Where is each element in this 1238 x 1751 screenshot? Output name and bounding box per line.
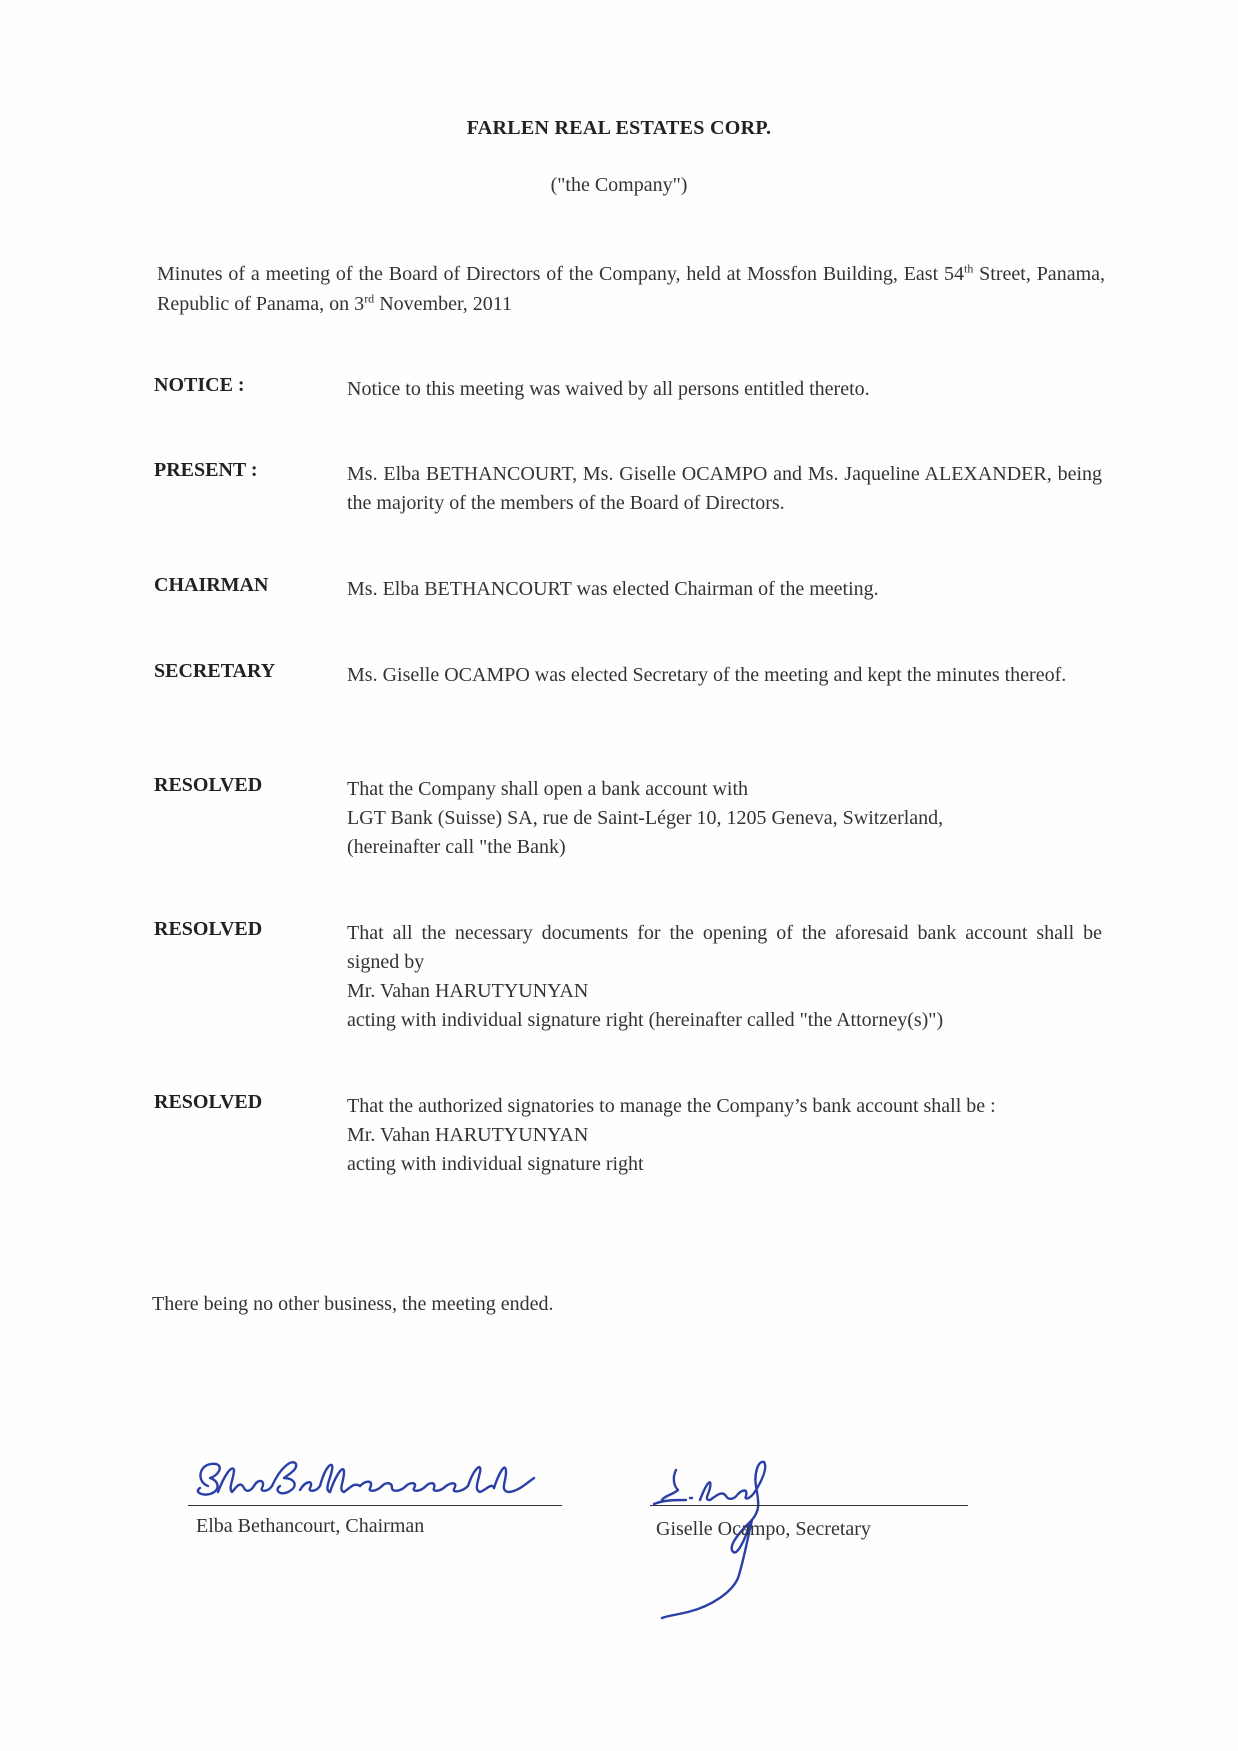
section-line: Mr. Vahan HARUTYUNYAN [347,1124,589,1146]
section-content [347,775,1102,862]
chairman-signature-icon [188,1452,568,1512]
section-line: Mr. Vahan HARUTYUNYAN [347,980,589,1002]
chairman-signature-line [188,1505,562,1506]
company-subtitle: ("the Company") [550,174,688,196]
section-label: NOTICE : [154,374,245,396]
section-line: (hereinafter call "the Bank) [347,836,566,858]
section-line: That all the necessary documents for the opening of the aforesaid bank account shall be signed by [347,922,1102,973]
section-line: acting with individual signature right (hereinafter called "the Attorney(s)") [347,1009,944,1031]
section-content [347,575,1102,604]
section-text: Ms. Elba BETHANCOURT was elected Chairman of the meeting. [347,578,879,600]
section-line: That the authorized signatories to manage the Company’s bank account shall be : [347,1095,996,1117]
section-label: SECRETARY [154,660,276,682]
section-line: That the Company shall open a bank account with [347,778,749,800]
intro-sup-1: th [963,261,974,276]
section-text: Ms. Elba BETHANCOURT, Ms. Giselle OCAMPO and Ms. Jaqueline ALEXANDER, being the majority of the members of the Board of Directors. [347,463,1102,514]
section-text: Notice to this meeting was waived by all persons entitled thereto. [347,378,870,400]
section-label: RESOLVED [154,774,263,796]
chairman-caption: Elba Bethancourt, Chairman [196,1515,425,1537]
intro-text-3: November, 2011 [374,293,513,315]
meeting-intro [157,259,1105,319]
section-content [347,919,1102,1035]
section-label: PRESENT : [154,459,258,481]
intro-sup-2: rd [364,291,375,306]
secretary-caption: Giselle Ocampo, Secretary [656,1518,871,1540]
closing-statement: There being no other business, the meeting ended. [152,1293,554,1315]
secretary-signature-line [650,1505,968,1506]
intro-text-1: Minutes of a meeting of the Board of Directors of the Company, held at Mossfon Building, East 54 [157,263,964,285]
section-label: RESOLVED [154,1091,263,1113]
section-line: LGT Bank (Suisse) SA, rue de Saint-Léger 10, 1205 Geneva, Switzerland, [347,807,944,829]
section-line: acting with individual signature right [347,1153,644,1175]
company-title: FARLEN REAL ESTATES CORP. [466,117,772,139]
section-content [347,1092,1102,1179]
intro-text-2: Street, Panama, Republic of Panama, on 3 [157,263,1105,315]
section-text: Ms. Giselle OCAMPO was elected Secretary of the meeting and kept the minutes thereof. [347,664,1067,686]
section-content [347,375,1102,404]
section-content [347,661,1102,690]
section-label: CHAIRMAN [154,574,269,596]
section-content [347,460,1102,518]
section-label: RESOLVED [154,918,263,940]
